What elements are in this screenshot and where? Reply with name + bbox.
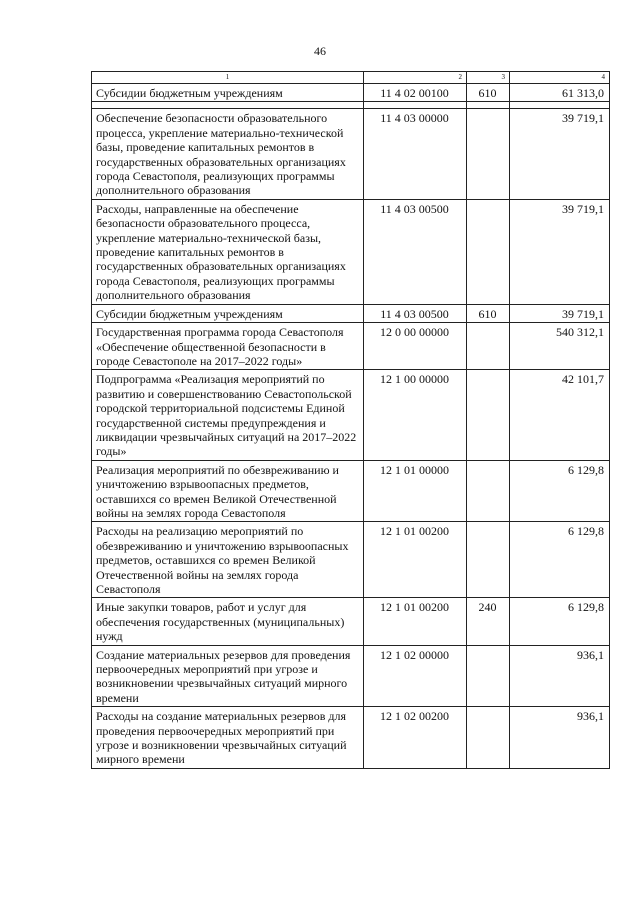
table-row (92, 323, 610, 370)
table-row (92, 460, 610, 522)
row-code: 12 1 01 00000 (364, 460, 467, 522)
row-code: 12 0 00 00000 (364, 323, 467, 370)
row-code: 12 1 02 00200 (364, 707, 467, 769)
row-code: 11 4 02 00100 (364, 84, 467, 102)
row-name: Расходы на реализацию мероприятий по обезвреживанию и уничтожению взрывоопасных предметов, оставшихся со времен Великой Отечественной войны на землях города Севастополя (92, 522, 364, 598)
row-type (467, 645, 510, 707)
row-name: Реализация мероприятий по обезвреживанию и уничтожению взрывоопасных предметов, оставшихся со времен Великой Отечественной войны на землях города Севастополя (92, 460, 364, 522)
row-sum: 39 719,1 (510, 109, 610, 199)
row-type: 610 (467, 304, 510, 322)
row-type (467, 109, 510, 199)
row-type (467, 460, 510, 522)
header-col-4: 4 (510, 72, 610, 84)
table-row (92, 109, 610, 199)
row-name: Создание материальных резервов для проведения первоочередных мероприятий при угрозе и возникновении чрезвычайных ситуаций мирного времени (92, 645, 364, 707)
row-sum: 936,1 (510, 645, 610, 707)
row-code: 12 1 00 00000 (364, 370, 467, 460)
header-row (92, 72, 610, 84)
row-sum: 540 312,1 (510, 323, 610, 370)
row-sum: 39 719,1 (510, 304, 610, 322)
row-name: Субсидии бюджетным учреждениям (92, 304, 364, 322)
table-row (92, 707, 610, 769)
row-spacer (92, 102, 610, 109)
row-sum: 936,1 (510, 707, 610, 769)
row-name: Обеспечение безопасности образовательного процесса, укрепление материально-технической базы, проведение капитальных ремонтов в государственных образовательных организациях города Севастополя, реализующих программы дополнительного образования (92, 109, 364, 199)
table-row (92, 84, 610, 102)
row-type: 240 (467, 598, 510, 645)
row-sum: 61 313,0 (510, 84, 610, 102)
row-type: 610 (467, 84, 510, 102)
row-type (467, 370, 510, 460)
row-type (467, 522, 510, 598)
row-sum: 6 129,8 (510, 460, 610, 522)
row-sum: 42 101,7 (510, 370, 610, 460)
row-name: Иные закупки товаров, работ и услуг для обеспечения государственных (муниципальных) нужд (92, 598, 364, 645)
row-code: 12 1 02 00000 (364, 645, 467, 707)
header-col-3: 3 (467, 72, 510, 84)
header-col-2: 2 (364, 72, 467, 84)
table-row (92, 522, 610, 598)
row-sum: 6 129,8 (510, 522, 610, 598)
row-code: 11 4 03 00500 (364, 304, 467, 322)
row-name: Подпрограмма «Реализация мероприятий по развитию и совершенствованию Севастопольской городской территориальной подсистемы Единой государственной системы предупреждения и ликвидации чрезвычайных ситуаций на 2017–2022 годы» (92, 370, 364, 460)
row-name: Субсидии бюджетным учреждениям (92, 84, 364, 102)
header-col-1: 1 (92, 72, 364, 84)
row-type (467, 199, 510, 304)
row-name: Государственная программа города Севастополя «Обеспечение общественной безопасности в городе Севастополе на 2017–2022 годы» (92, 323, 364, 370)
row-name: Расходы, направленные на обеспечение безопасности образовательного процесса, укрепление материально-технической базы, проведение капитальных ремонтов в государственных образовательных организациях города Севастополя, реализующих программы дополнительного образования (92, 199, 364, 304)
row-code: 12 1 01 00200 (364, 598, 467, 645)
row-type (467, 323, 510, 370)
table-row (92, 304, 610, 322)
row-code: 12 1 01 00200 (364, 522, 467, 598)
table-row (92, 645, 610, 707)
table-row (92, 598, 610, 645)
budget-table (91, 71, 610, 769)
page-number: 46 (314, 44, 326, 58)
row-name: Расходы на создание материальных резервов для проведения первоочередных мероприятий при угрозе и возникновении чрезвычайных ситуаций мирного времени (92, 707, 364, 769)
row-sum: 6 129,8 (510, 598, 610, 645)
row-code: 11 4 03 00500 (364, 199, 467, 304)
row-type (467, 707, 510, 769)
table-row (92, 370, 610, 460)
row-sum: 39 719,1 (510, 199, 610, 304)
table-row (92, 199, 610, 304)
row-code: 11 4 03 00000 (364, 109, 467, 199)
